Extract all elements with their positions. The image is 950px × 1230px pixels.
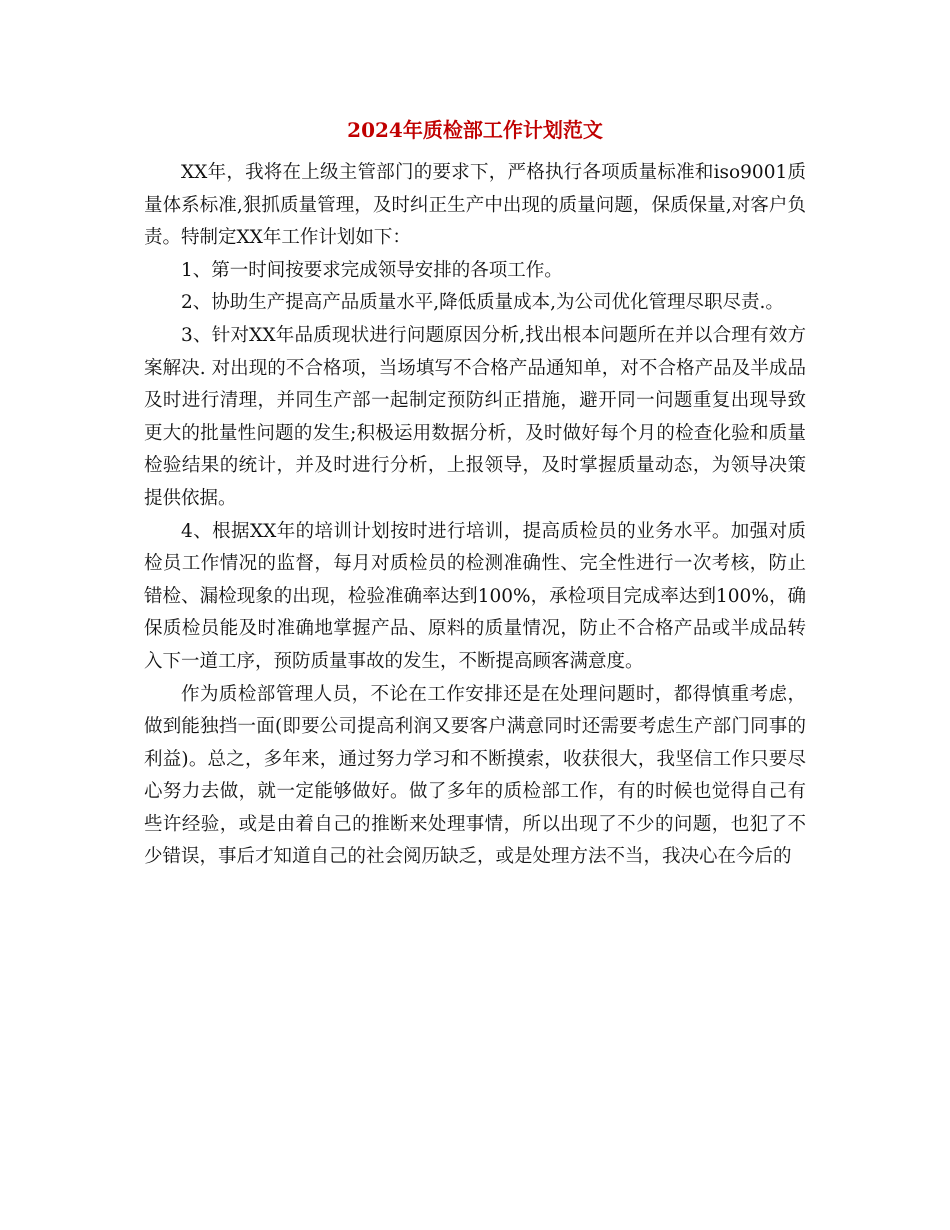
paragraph-item-1: 1、第一时间按要求完成领导安排的各项工作。 (181, 259, 563, 281)
paragraph-intro: XX年，我将在上级主管部门的要求下，严格执行各项质量标准和iso9001质量体系标准,狠抓质量管理，及时纠正生产中出现的质量问题，保质保量,对客户负责。特制定XX年工作计划如下： (144, 162, 806, 249)
paragraph-item-2: 2、协助生产提高产品质量水平,降低质量成本,为公司优化管理尽职尽责.。 (181, 292, 784, 314)
paragraph-conclusion: 作为质检部管理人员，不论在工作安排还是在处理问题时，都得慎重考虑，做到能独挡一面(即要公司提高利润又要客户满意同时还需要考虑生产部门同事的利益)。总之，多年来，通过努力学习和不断摸索，收获很大，我坚信工作只要尽心努力去做，就一定能够做好。做了多年的质检部工作，有的时候也觉得自己有些许经验，或是由着自己的推断来处理事情，所以出现了不少的问题，也犯了不少错误，事后才知道自己的社会阅历缺乏，或是处理方法不当，我决心在今后的 (144, 683, 806, 868)
paragraph-item-4: 4、根据XX年的培训计划按时进行培训，提高质检员的业务水平。加强对质检员工作情况的监督，每月对质检员的检测准确性、完全性进行一次考核，防止错检、漏检现象的出现，检验准确率达到100%，承检项目完成率达到100%，确保质检员能及时准确地掌握产品、原料的质量情况，防止不合格产品或半成品转入下一道工序，预防质量事故的发生，不断提高顾客满意度。 (144, 520, 806, 672)
document-title: 2024年质检部工作计划范文 (347, 118, 603, 142)
document-body (144, 157, 806, 874)
paragraph-item-3: 3、针对XX年品质现状进行问题原因分析,找出根本问题所在并以合理有效方案解决. 对出现的不合格项，当场填写不合格产品通知单，对不合格产品及半成品及时进行清理，并同生产部一起制定预防纠正措施，避开同一问题重复出现导致更大的批量性问题的发生;积极运用数据分析，及时做好每个月的检查化验和质量检验结果的统计，并及时进行分析，上报领导，及时掌握质量动态，为领导决策提供依据。 (144, 324, 806, 509)
